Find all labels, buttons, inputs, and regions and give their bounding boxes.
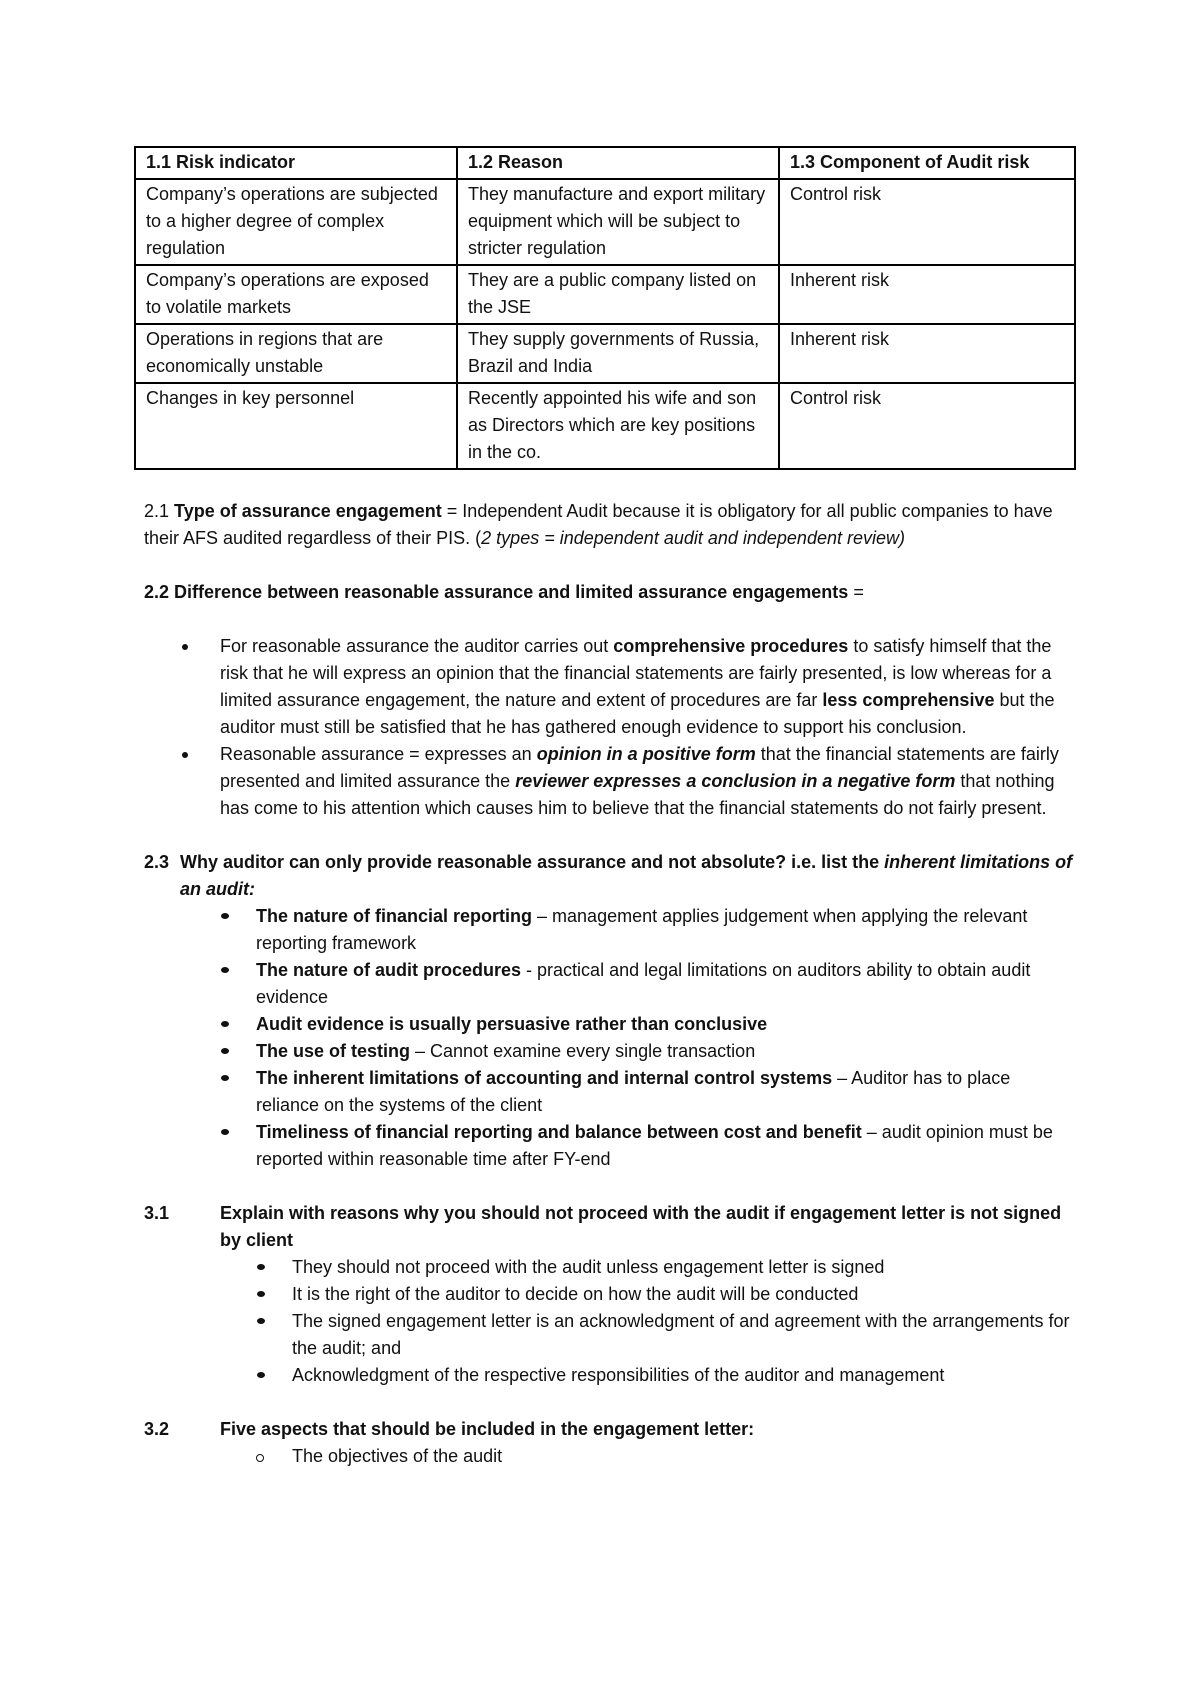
table-cell: Inherent risk <box>779 324 1075 383</box>
section-3-1-heading <box>144 1200 1074 1254</box>
list-item: The objectives of the audit <box>292 1443 1074 1470</box>
item-text: – Cannot examine every single transaction <box>410 1041 756 1061</box>
text-run: to satisfy himself that the risk that he will express an opinion that the financial statements are fairly presented, is low whereas for a limited assurance engagement, the nature and extent of procedures are far <box>220 636 1052 710</box>
list-item <box>256 1038 1074 1065</box>
table-cell: They supply governments of Russia, Brazil and India <box>457 324 779 383</box>
item-text: - practical and legal limitations on auditors ability to obtain audit evidence <box>256 960 1031 1007</box>
text-run-bold-italic: reviewer expresses a conclusion in a negative form <box>515 771 956 791</box>
section-number: 2.3 <box>144 852 170 872</box>
list-item: It is the right of the auditor to decide on how the audit will be conducted <box>292 1281 1074 1308</box>
list-item <box>220 633 1074 741</box>
list-item: Acknowledgment of the respective responsibilities of the auditor and management <box>292 1362 1074 1389</box>
section-heading: Explain with reasons why you should not proceed with the audit if engagement letter is not signed by client <box>220 1203 1062 1250</box>
table-cell: Company’s operations are exposed to volatile markets <box>135 265 457 324</box>
table-cell: They are a public company listed on the JSE <box>457 265 779 324</box>
item-bold: The nature of audit procedures <box>256 960 522 980</box>
table-cell: Control risk <box>779 179 1075 265</box>
list-item: They should not proceed with the audit unless engagement letter is signed <box>292 1254 1074 1281</box>
table-row <box>135 383 1075 469</box>
list-item <box>256 1065 1074 1119</box>
table-cell: Recently appointed his wife and son as Directors which are key positions in the co. <box>457 383 779 469</box>
section-3-1-list <box>144 1254 1074 1389</box>
text-run: that the financial statements are fairly presented and limited assurance the <box>220 744 1059 791</box>
header-audit-risk-component: 1.3 Component of Audit risk <box>779 147 1075 179</box>
list-item <box>256 903 1074 957</box>
table-header-row <box>135 147 1075 179</box>
item-bold: The use of testing <box>256 1041 411 1061</box>
list-item <box>256 1011 1074 1038</box>
text-run-bold: less comprehensive <box>822 690 995 710</box>
section-2-3-list <box>144 903 1074 1173</box>
item-text: – management applies judgement when applying the relevant reporting framework <box>256 906 1028 953</box>
section-number: 3.2 <box>144 1419 170 1439</box>
header-reason: 1.2 Reason <box>457 147 779 179</box>
text-run: but the auditor must still be satisfied that he has gathered enough evidence to support his conclusion. <box>220 690 1055 737</box>
text-run-bold: comprehensive procedures <box>613 636 849 656</box>
section-number: 3.1 <box>144 1203 170 1223</box>
section-heading <box>180 849 1074 903</box>
section-italic-note: 2 types = independent audit and independent review) <box>481 528 905 548</box>
table-cell: Inherent risk <box>779 265 1075 324</box>
list-item <box>220 741 1074 822</box>
section-text: = Independent Audit because it is obligatory for all public companies to have their AFS audited regardless of their PIS. ( <box>144 501 1053 548</box>
section-number: 2.1 <box>144 501 170 521</box>
table-cell: Company’s operations are subjected to a higher degree of complex regulation <box>135 179 457 265</box>
text-run: that nothing has come to his attention which causes him to believe that the financial statements do not fairly present. <box>220 771 1055 818</box>
text-run-bold-italic: opinion in a positive form <box>536 744 756 764</box>
table-row <box>135 265 1075 324</box>
section-2-2-heading <box>144 579 1074 606</box>
section-3-2-list <box>144 1443 1074 1470</box>
table-row <box>135 324 1075 383</box>
section-3-2-heading <box>144 1416 1074 1443</box>
item-bold: The nature of financial reporting <box>256 906 533 926</box>
section-heading: Five aspects that should be included in the engagement letter: <box>220 1419 755 1439</box>
item-bold: The inherent limitations of accounting and internal control systems <box>256 1068 833 1088</box>
item-text: – audit opinion must be reported within reasonable time after FY-end <box>256 1122 1053 1169</box>
item-text: – Auditor has to place reliance on the systems of the client <box>256 1068 1011 1115</box>
text-run: Reasonable assurance = expresses an <box>220 744 537 764</box>
table-cell: Control risk <box>779 383 1075 469</box>
table-cell: Changes in key personnel <box>135 383 457 469</box>
list-item <box>256 957 1074 1011</box>
section-2-2-list <box>144 633 1074 822</box>
table-cell: Operations in regions that are economically unstable <box>135 324 457 383</box>
table-row <box>135 179 1075 265</box>
list-item <box>256 1119 1074 1173</box>
heading-text: Why auditor can only provide reasonable assurance and not absolute? i.e. list the <box>180 852 885 872</box>
section-label: Difference between reasonable assurance and limited assurance engagements <box>174 582 849 602</box>
text-run: For reasonable assurance the auditor carries out <box>220 636 614 656</box>
header-risk-indicator: 1.1 Risk indicator <box>135 147 457 179</box>
section-2-3-heading <box>144 849 1074 903</box>
list-item: The signed engagement letter is an acknowledgment of and agreement with the arrangements for the audit; and <box>292 1308 1074 1362</box>
heading-italic: inherent limitations of an audit: <box>180 852 1073 899</box>
table-cell: They manufacture and export military equipment which will be subject to stricter regulation <box>457 179 779 265</box>
section-2-1 <box>144 498 1074 552</box>
section-label: Type of assurance engagement <box>174 501 442 521</box>
document-content <box>144 146 1074 1470</box>
item-bold: Timeliness of financial reporting and balance between cost and benefit <box>256 1122 862 1142</box>
risk-table <box>134 146 1076 470</box>
item-bold: Audit evidence is usually persuasive rather than conclusive <box>256 1014 768 1034</box>
section-suffix: = <box>848 582 864 602</box>
section-number: 2.2 <box>144 582 170 602</box>
